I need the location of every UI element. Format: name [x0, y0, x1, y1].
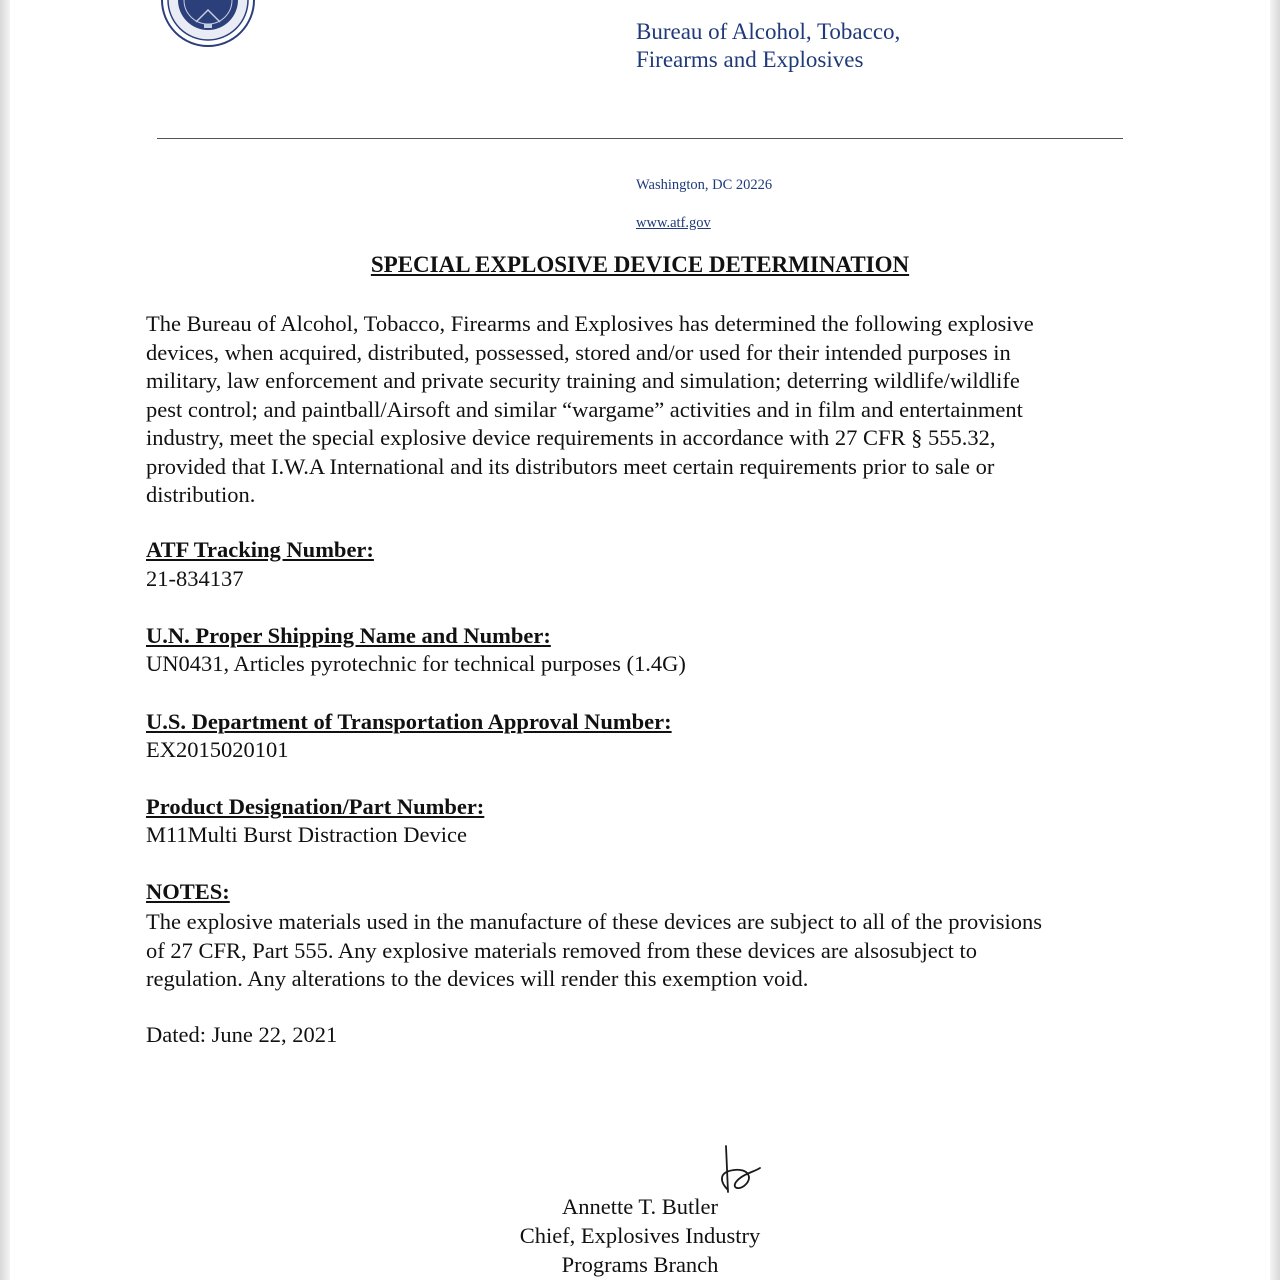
- intro-line: The Bureau of Alcohol, Tobacco, Firearms and Explosives has determined the following explosive: [146, 311, 1034, 336]
- intro-line: military, law enforcement and private security training and simulation; deterring wildlife/wildlife: [146, 368, 1020, 393]
- signer-title-line2: Programs Branch: [561, 1252, 719, 1277]
- signer-name: Annette T. Butler: [561, 1194, 718, 1219]
- header-divider: [157, 138, 1123, 139]
- atf-seal-logo: [160, 0, 256, 48]
- notes-line: of 27 CFR, Part 555. Any explosive materials removed from these devices are alsosubject to: [146, 937, 978, 963]
- atf-tracking-number-label: ATF Tracking Number:: [146, 537, 374, 562]
- dated-line: Dated: June 22, 2021: [146, 1022, 338, 1047]
- notes-paragraph: [146, 908, 1156, 994]
- un-shipping-name-value: UN0431, Articles pyrotechnic for technical purposes (1.4G): [146, 651, 686, 676]
- intro-line: devices, when acquired, distributed, possessed, stored and/or used for their intended purposes in: [146, 339, 1011, 365]
- page-edge-right: [1270, 0, 1280, 1280]
- notes-line: The explosive materials used in the manufacture of these devices are subject to all of the provisions: [146, 909, 1042, 934]
- intro-line: provided that I.W.A International and its distributors meet certain requirements prior to sale or: [146, 453, 995, 479]
- notes-label: NOTES:: [146, 879, 230, 904]
- page-edge-left: [0, 0, 10, 1280]
- document-title: SPECIAL EXPLOSIVE DEVICE DETERMINATION: [370, 252, 910, 277]
- agency-address: Washington, DC 20226: [636, 177, 773, 193]
- notes-line: regulation. Any alterations to the devices will render this exemption void.: [146, 966, 809, 991]
- intro-line: industry, meet the special explosive device requirements in accordance with 27 CFR § 555.32,: [146, 425, 996, 450]
- agency-name-line2: Firearms and Explosives: [636, 47, 864, 72]
- signature-block: [0, 1192, 1280, 1279]
- atf-tracking-number-value: 21-834137: [146, 566, 244, 591]
- agency-name: [636, 18, 900, 74]
- product-designation-label: Product Designation/Part Number:: [146, 794, 485, 819]
- intro-line: distribution.: [146, 482, 256, 507]
- signer-title-line1: Chief, Explosives Industry: [519, 1223, 761, 1248]
- product-designation-value: M11Multi Burst Distraction Device: [146, 822, 467, 847]
- intro-line: pest control; and paintball/Airsoft and similar “wargame” activities and in film and entertainment: [146, 396, 1023, 422]
- agency-name-line1: Bureau of Alcohol, Tobacco,: [636, 19, 901, 44]
- agency-website-link[interactable]: www.atf.gov: [636, 215, 711, 231]
- dot-approval-number-label: U.S. Department of Transportation Approval Number:: [146, 709, 672, 734]
- dot-approval-number-value: EX2015020101: [146, 737, 289, 762]
- un-shipping-name-label: U.N. Proper Shipping Name and Number:: [146, 623, 551, 648]
- intro-paragraph: [146, 310, 1146, 510]
